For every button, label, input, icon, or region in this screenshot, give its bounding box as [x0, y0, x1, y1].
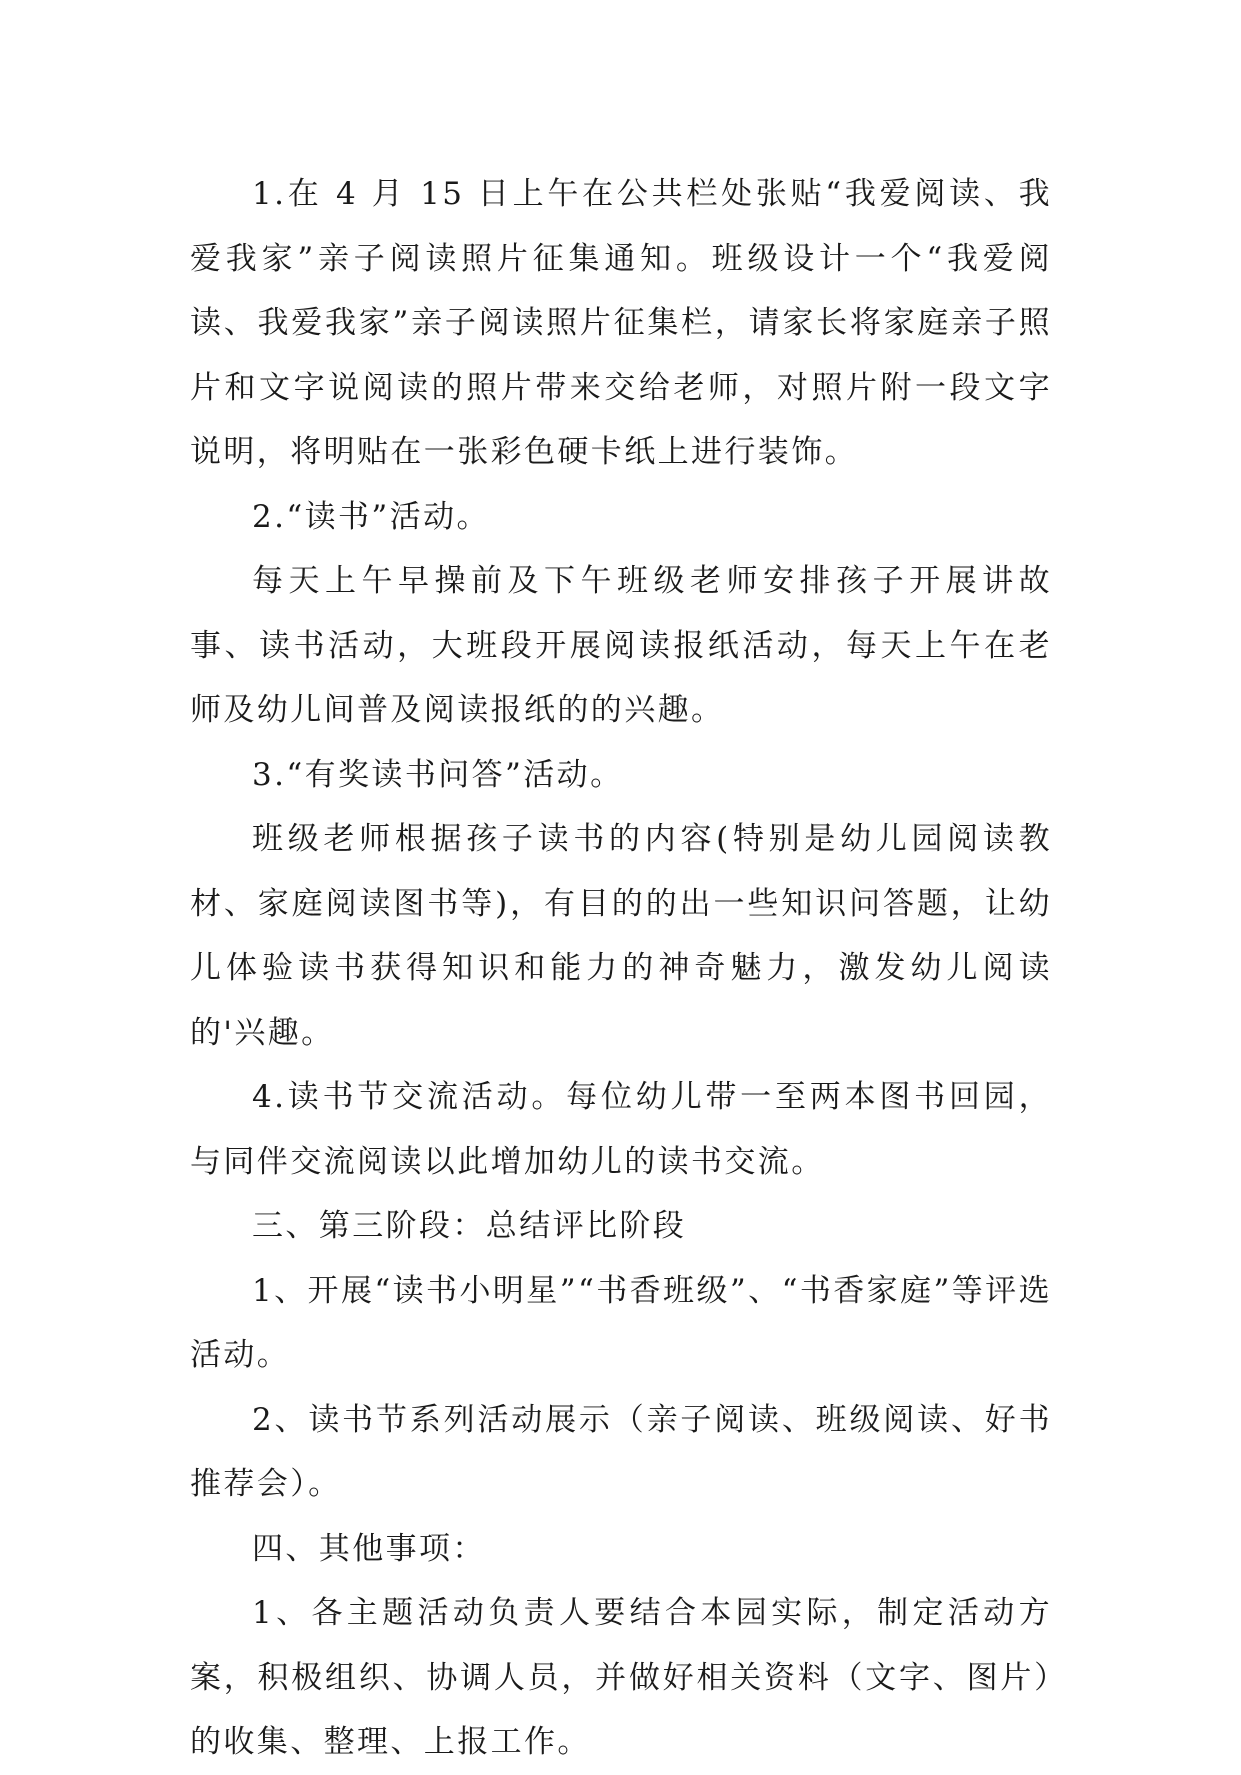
paragraph-exchange-activity: 4.读书节交流活动。每位幼儿带一至两本图书回园，与同伴交流阅读以此增加幼儿的读书交流。 [190, 1079, 1052, 1180]
paragraph-reading-activity-heading: 2.“读书”活动。 [252, 498, 490, 535]
paragraph-quiz: 班级老师根据孩子读书的内容(特别是幼儿园阅读教材、家庭阅读图书等)，有目的的出一些知识问答题，让幼儿体验读书获得知识和能力的神奇魅力，激发幼儿阅读的'兴趣。 [190, 821, 1052, 1051]
section-heading-other-matters: 四、其他事项： [252, 1530, 486, 1567]
paragraph-quiz-heading: 3.“有奖读书问答”活动。 [252, 756, 624, 793]
document-body [190, 162, 1052, 1775]
paragraph-photo-collection: 1.在 4 月 15 日上午在公共栏处张贴“我爱阅读、我爱我家”亲子阅读照片征集通知。班级设计一个“我爱阅读、我爱我家”亲子阅读照片征集栏，请家长将家庭亲子照片和文字说阅读的照片带来交给老师，对照片附一段文字说明，将明贴在一张彩色硬卡纸上进行装饰。 [190, 176, 1052, 470]
paragraph-showcase: 2、读书节系列活动展示（亲子阅读、班级阅读、好书推荐会）。 [190, 1401, 1052, 1502]
section-heading-stage-three: 三、第三阶段：总结评比阶段 [252, 1208, 687, 1244]
paragraph-selection-activity: 1、开展“读书小明星”“书香班级”、“书香家庭”等评选活动。 [190, 1272, 1052, 1373]
paragraph-responsibilities: 1、各主题活动负责人要结合本园实际，制定活动方案，积极组织、协调人员，并做好相关资料（文字、图片）的收集、整理、上报工作。 [190, 1595, 1052, 1760]
paragraph-reading-activity: 每天上午早操前及下午班级老师安排孩子开展讲故事、读书活动，大班段开展阅读报纸活动，每天上午在老师及幼儿间普及阅读报纸的的兴趣。 [190, 563, 1052, 728]
